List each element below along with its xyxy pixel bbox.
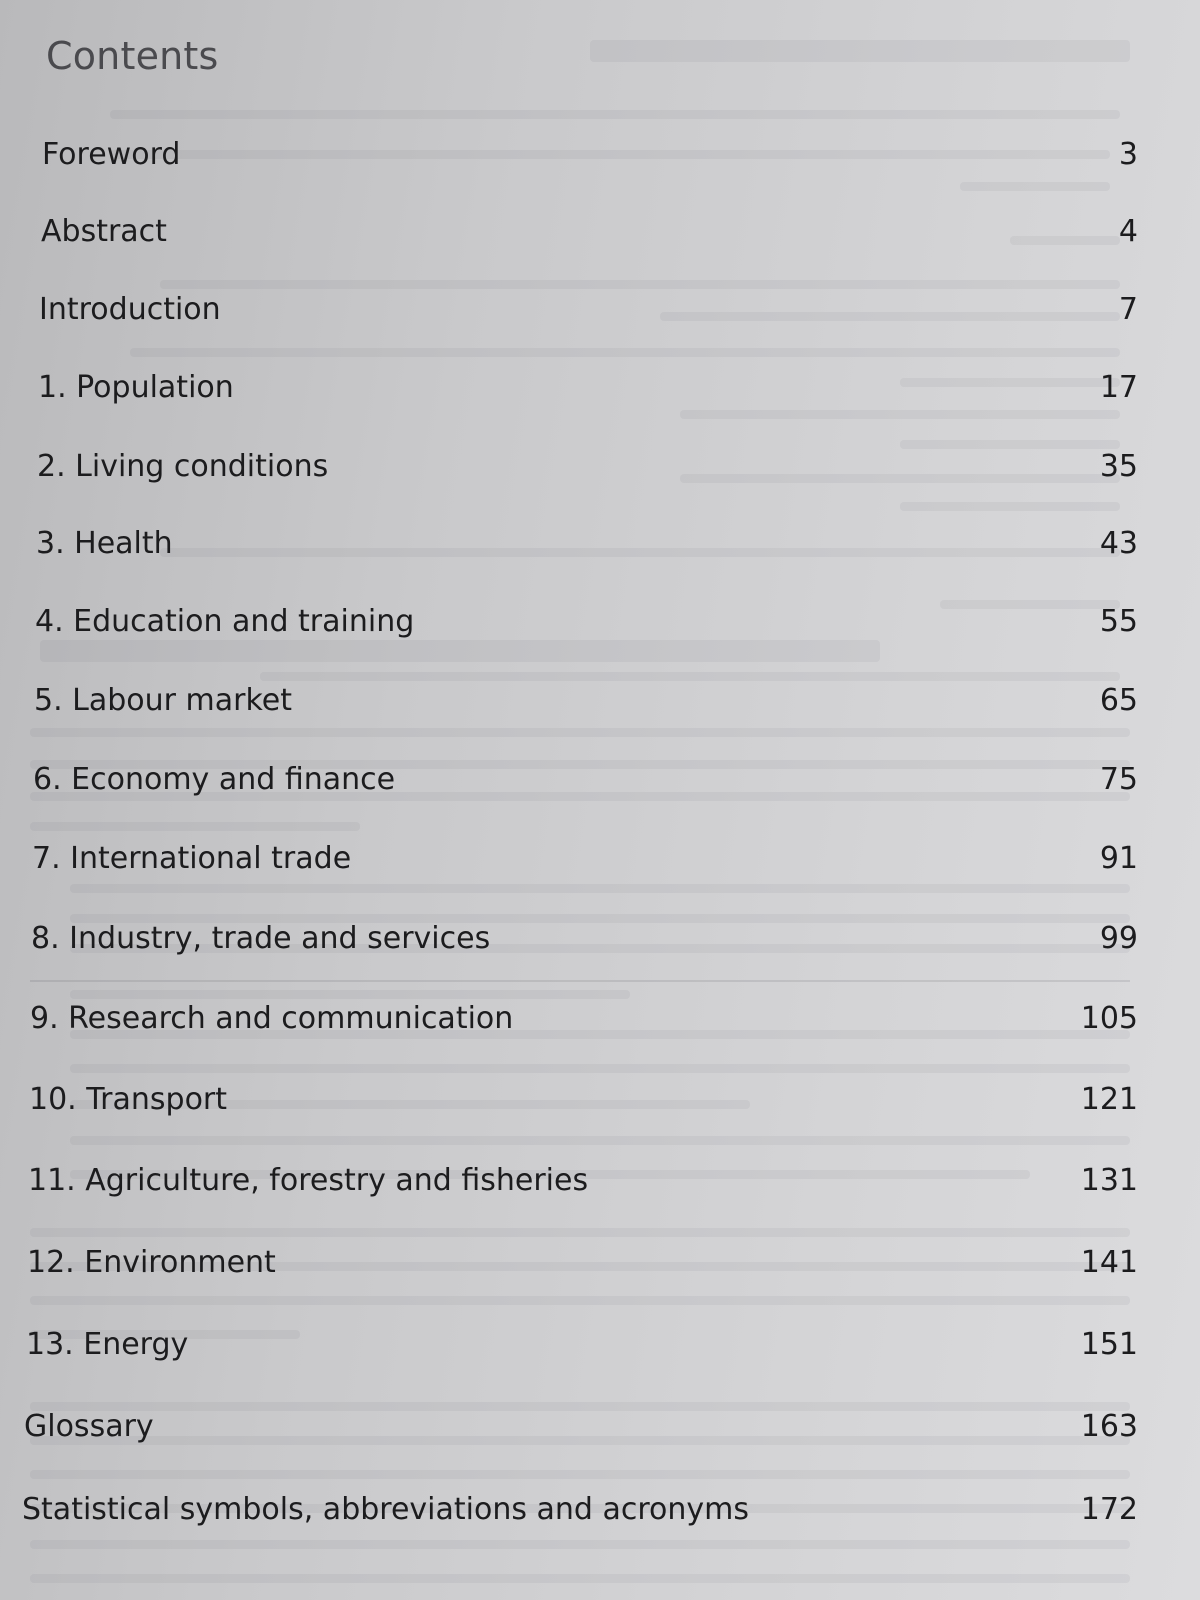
toc-entry-statistical-symbols[interactable] [22,1487,1138,1531]
toc-entry-label: 13. Energy [26,1326,189,1362]
toc-entry-label: 11. Agriculture, forestry and fisheries [28,1162,589,1198]
toc-entry-page: 105 [1080,1000,1138,1036]
toc-entry-page: 91 [1099,840,1138,876]
toc-entry-label: Glossary [24,1408,154,1444]
toc-entry-transport[interactable] [29,1077,1138,1121]
toc-entry-page: 3 [1118,136,1138,172]
toc-entry-page: 131 [1080,1162,1138,1198]
toc-entry-page: 99 [1099,920,1138,956]
toc-entry-label: Introduction [39,291,221,327]
toc-entry-environment[interactable] [27,1240,1138,1284]
toc-entry-page: 4 [1118,213,1138,249]
toc-entry-label: 4. Education and training [35,603,415,639]
toc-entry-label: 2. Living conditions [37,448,329,484]
toc-entry-label: 9. Research and communication [30,1000,514,1036]
toc-entry-page: 65 [1099,682,1138,718]
toc-entry-page: 172 [1080,1491,1138,1527]
toc-entry-health[interactable] [36,521,1138,565]
contents-heading: Contents [46,34,219,78]
toc-entry-page: 7 [1118,291,1138,327]
toc-entry-label: Foreword [42,136,181,172]
toc-entry-page: 55 [1099,603,1138,639]
toc-entry-label: 12. Environment [27,1244,276,1280]
toc-entry-label: 1. Population [38,369,234,405]
toc-entry-page: 43 [1099,525,1138,561]
toc-entry-label: Statistical symbols, abbreviations and acronyms [22,1491,750,1527]
toc-entry-page: 163 [1080,1408,1138,1444]
toc-entry-industry-trade-and-services[interactable] [31,916,1138,960]
toc-entry-page: 75 [1099,761,1138,797]
toc-entry-labour-market[interactable] [34,678,1138,722]
toc-entry-label: 7. International trade [32,840,352,876]
toc-entry-label: 5. Labour market [34,682,293,718]
toc-entry-agriculture-forestry-and-fisheries[interactable] [28,1158,1138,1202]
toc-entry-introduction[interactable] [39,287,1138,331]
toc-entry-page: 121 [1080,1081,1138,1117]
toc-entry-label: 10. Transport [29,1081,228,1117]
toc-entry-energy[interactable] [26,1322,1138,1366]
toc-entry-economy-and-finance[interactable] [33,757,1138,801]
toc-entry-foreword[interactable] [42,132,1138,176]
toc-entry-international-trade[interactable] [32,836,1138,880]
toc-entry-glossary[interactable] [24,1404,1138,1448]
toc-entry-page: 141 [1080,1244,1138,1280]
toc-entry-page: 35 [1099,448,1138,484]
toc-entry-label: 8. Industry, trade and services [31,920,491,956]
toc-entry-abstract[interactable] [41,209,1138,253]
toc-entry-label: 6. Economy and finance [33,761,396,797]
toc-entry-label: Abstract [41,213,167,249]
toc-entry-living-conditions[interactable] [37,444,1138,488]
toc-entry-label: 3. Health [36,525,173,561]
toc-entry-education-and-training[interactable] [35,599,1138,643]
toc-entry-page: 17 [1099,369,1138,405]
toc-entry-population[interactable] [38,365,1138,409]
toc-entry-page: 151 [1080,1326,1138,1362]
toc-entry-research-and-communication[interactable] [30,996,1138,1040]
